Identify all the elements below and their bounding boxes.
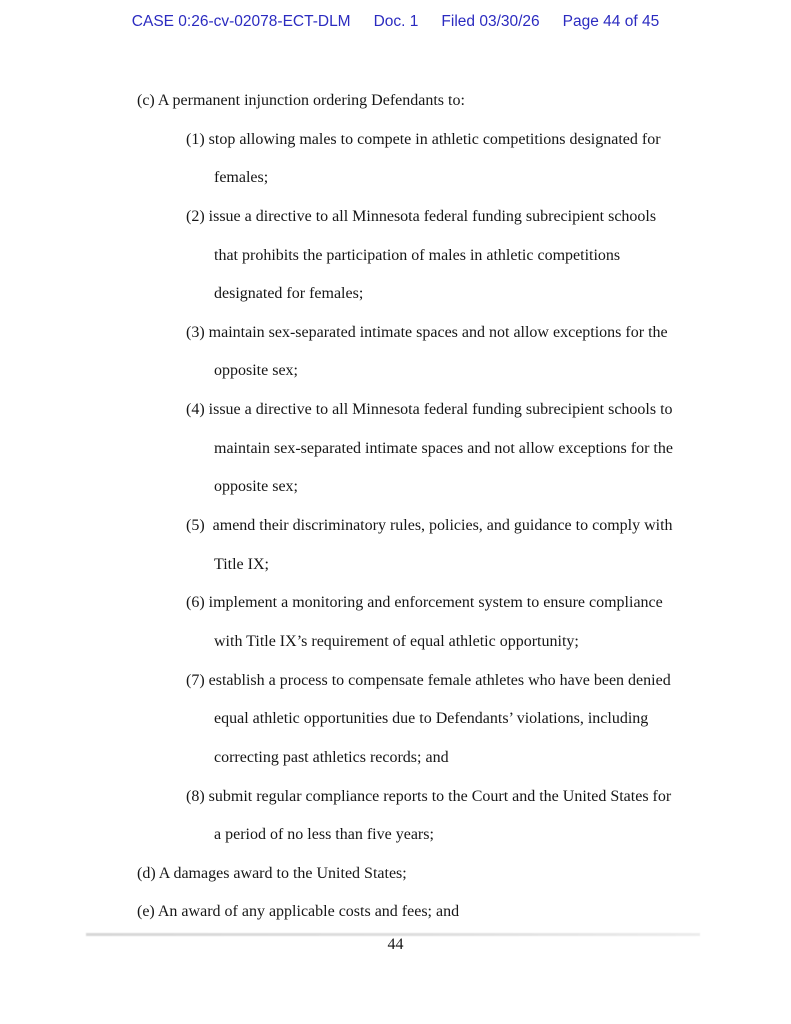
document-line: (d) A damages award to the United States;: [137, 864, 407, 882]
document-line: (8) submit regular compliance reports to the Court and the United States for: [186, 787, 672, 805]
doc-number: Doc. 1: [373, 13, 419, 30]
case-number: CASE 0:26-cv-02078-ECT-DLM: [131, 13, 351, 30]
document-body: [0, 82, 791, 932]
document-line: opposite sex;: [214, 478, 298, 496]
document-line: correcting past athletics records; and: [214, 748, 449, 766]
page-number: 44: [387, 936, 404, 953]
document-line: designated for females;: [214, 285, 364, 303]
document-line: that prohibits the participation of males in athletic competitions: [214, 246, 621, 264]
document-line: a period of no less than five years;: [214, 826, 434, 844]
document-line: (3) maintain sex-separated intimate spaces and not allow exceptions for the: [186, 323, 668, 341]
document-line: equal athletic opportunities due to Defendants’ violations, including: [214, 710, 649, 728]
document-line: (5) amend their discriminatory rules, policies, and guidance to comply with: [186, 517, 673, 535]
page-indicator: Page 44 of 45: [562, 13, 660, 30]
document-line: Title IX;: [214, 555, 269, 573]
case-header: [0, 13, 791, 31]
document-line: females;: [214, 169, 269, 187]
document-line: (1) stop allowing males to compete in athletic competitions designated for: [186, 130, 661, 148]
document-line: (4) issue a directive to all Minnesota federal funding subrecipient schools to: [186, 401, 673, 419]
document-line: (7) establish a process to compensate female athletes who have been denied: [186, 671, 671, 689]
document-line: (6) implement a monitoring and enforcement system to ensure compliance: [186, 594, 663, 612]
document-line: maintain sex-separated intimate spaces and not allow exceptions for the: [214, 439, 673, 457]
document-line: (2) issue a directive to all Minnesota federal funding subrecipient schools: [186, 207, 657, 225]
document-line: (e) An award of any applicable costs and fees; and: [137, 903, 460, 921]
document-line: (c) A permanent injunction ordering Defendants to:: [137, 92, 465, 109]
document-line: with Title IX’s requirement of equal athletic opportunity;: [214, 632, 579, 650]
filed-date: Filed 03/30/26: [441, 13, 540, 30]
document-line: opposite sex;: [214, 362, 298, 380]
